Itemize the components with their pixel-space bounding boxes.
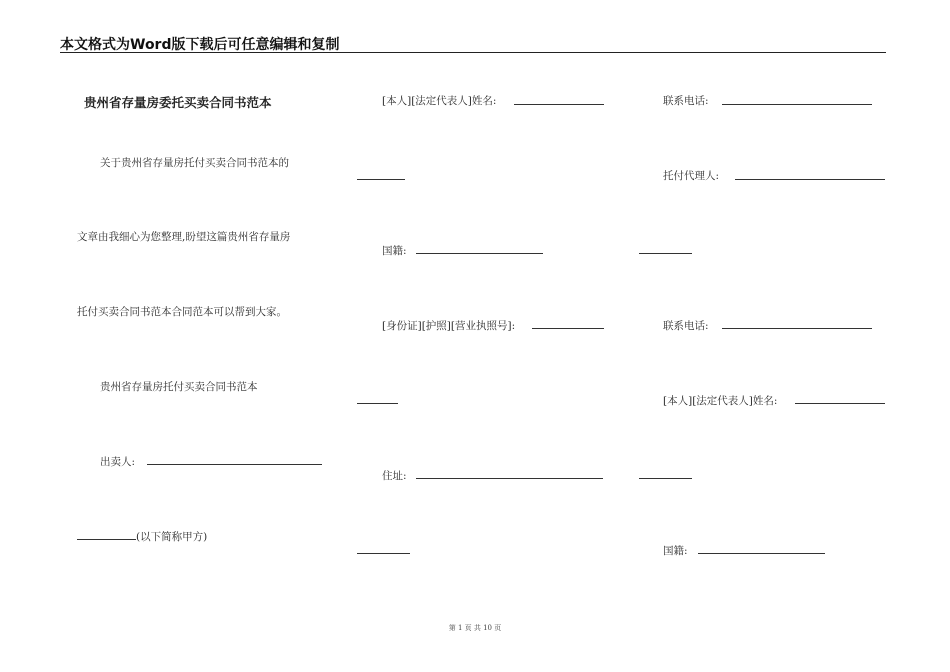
seller-address-blank-cont: [357, 553, 410, 554]
buyer-name-blank-cont: [639, 478, 692, 479]
agent-phone-blank: [722, 328, 872, 329]
seller-id-label: [身份证][护照][营业执照号]:: [382, 320, 516, 332]
seller-label: 出卖人:: [100, 456, 136, 468]
document-title: 贵州省存量房委托买卖合同书范本: [84, 95, 272, 110]
buyer-name-label: [本人][法定代表人]姓名:: [663, 395, 778, 407]
party-a-blank: [77, 539, 136, 540]
seller-blank: [147, 464, 322, 465]
contract-heading: 贵州省存量房托付买卖合同书范本: [100, 381, 258, 393]
intro-line-3: 托付买卖合同书范本合同范本可以帮到大家。: [77, 306, 287, 318]
agent-phone-label: 联系电话:: [663, 320, 709, 332]
seller-name-blank: [514, 104, 604, 105]
agent-blank-cont: [639, 253, 692, 254]
intro-line-2: 文章由我细心为您整理,盼望这篇贵州省存量房: [77, 231, 291, 243]
seller-address-label: 住址:: [382, 470, 407, 482]
seller-nationality-blank: [416, 253, 543, 254]
page-header: 本文格式为Word版下载后可任意编辑和复制: [60, 37, 340, 53]
seller-name-label: [本人][法定代表人]姓名:: [382, 95, 497, 107]
buyer-name-blank: [795, 403, 885, 404]
header-rule: [60, 52, 886, 53]
seller-address-blank: [416, 478, 603, 479]
intro-line-1: 关于贵州省存量房托付买卖合同书范本的: [100, 157, 289, 169]
page-footer: 第 1 页 共 10 页: [448, 624, 502, 632]
buyer-nationality-label: 国籍:: [663, 545, 688, 557]
seller-id-blank-cont: [357, 403, 398, 404]
seller-phone-label: 联系电话:: [663, 95, 709, 107]
seller-nationality-label: 国籍:: [382, 245, 407, 257]
agent-blank: [735, 179, 885, 180]
agent-label: 托付代理人:: [663, 170, 720, 182]
seller-id-blank: [532, 328, 604, 329]
seller-phone-blank: [722, 104, 872, 105]
party-a-abbr-label: (以下简称甲方): [136, 531, 208, 543]
buyer-nationality-blank: [698, 553, 825, 554]
seller-name-blank-cont: [357, 179, 405, 180]
